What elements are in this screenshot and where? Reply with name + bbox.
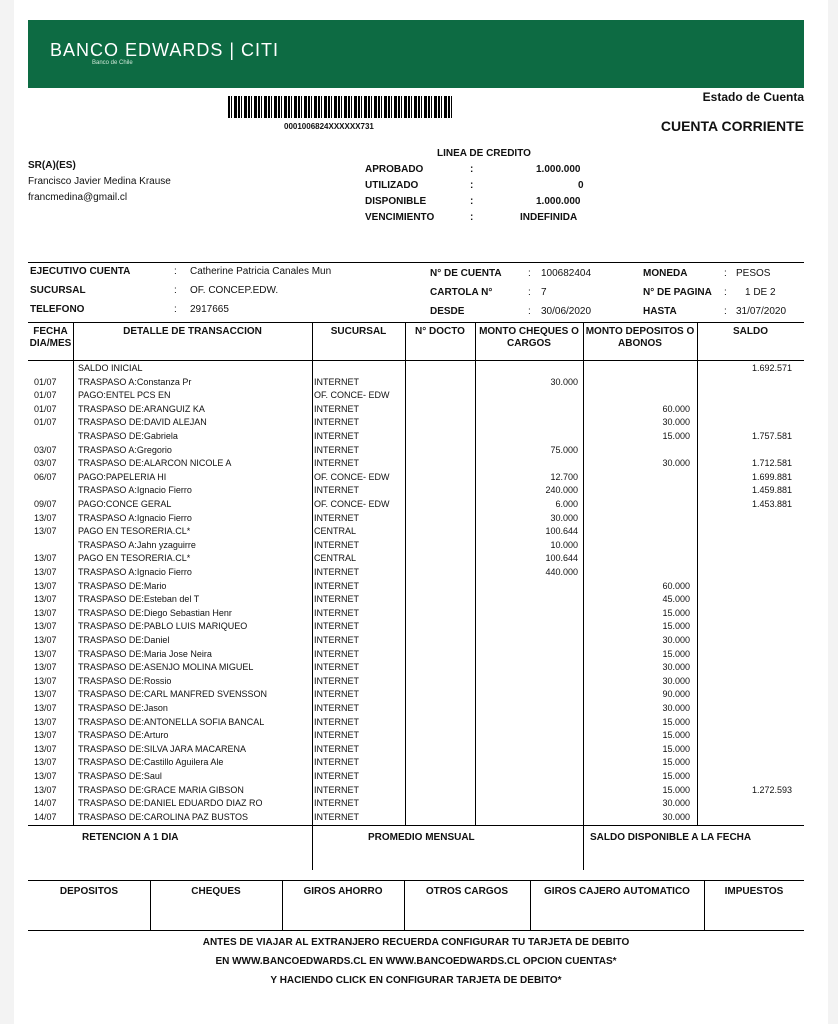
row-deposit: 15.000 [662, 716, 690, 727]
cartola-label: CARTOLA N° [430, 287, 493, 298]
row-detail: TRASPASO A:Gregorio [78, 444, 172, 455]
row-branch: INTERNET [314, 798, 359, 809]
row-date: 01/07 [34, 403, 57, 414]
row-date: 13/07 [34, 743, 57, 754]
table-row [28, 688, 804, 702]
row-branch: INTERNET [314, 485, 359, 496]
row-detail: TRASPASO DE:Esteban del T [78, 594, 200, 605]
table-row [28, 797, 804, 811]
table-row [28, 512, 804, 526]
row-date: 01/07 [34, 376, 57, 387]
table-row [28, 634, 804, 648]
row-charge: 75.000 [550, 444, 578, 455]
credit-expiry-value: INDEFINIDA [520, 212, 578, 223]
hasta-label: HASTA [643, 306, 677, 317]
row-branch: OF. CONCE- EDW [314, 390, 390, 401]
credit-available-label: DISPONIBLE [365, 196, 427, 207]
row-detail: TRASPASO DE:ARANGUIZ KA [78, 403, 205, 414]
account-number-value: 100682404 [541, 268, 592, 279]
summary-bottom-border [28, 930, 804, 931]
notice-line-2: EN WWW.BANCOEDWARDS.CL EN WWW.BANCOEDWARDS.CL OPCION CUENTAS* [215, 956, 617, 967]
row-date: 13/07 [34, 662, 57, 673]
phone-value: 2917665 [190, 304, 229, 315]
row-branch: INTERNET [314, 743, 359, 754]
table-row [28, 675, 804, 689]
row-date: 13/07 [34, 553, 57, 564]
table-row [28, 716, 804, 730]
row-detail: PAGO:PAPELERIA HI [78, 471, 167, 482]
row-charge: 6.000 [555, 499, 578, 509]
summary-cheques: CHEQUES [191, 886, 241, 897]
desde-value: 30/06/2020 [541, 306, 592, 317]
row-detail: PAGO EN TESORERIA.CL* [78, 553, 191, 564]
doc-type-title: Estado de Cuenta [702, 90, 804, 104]
row-branch: INTERNET [314, 784, 359, 795]
row-date: 13/07 [34, 757, 57, 768]
available-balance-label: SALDO DISPONIBLE A LA FECHA [590, 832, 752, 843]
row-deposit: 30.000 [662, 662, 690, 673]
row-balance: 1.699.881 [751, 471, 792, 482]
row-branch: INTERNET [314, 689, 359, 700]
table-row [28, 756, 804, 770]
credit-expiry-label: VENCIMIENTO [365, 212, 435, 223]
row-deposit: 90.000 [662, 689, 690, 700]
table-row [28, 811, 804, 825]
credit-used-value: 0 [578, 180, 584, 191]
table-row [28, 607, 804, 621]
row-detail: TRASPASO DE:SILVA JARA MACARENA [78, 743, 247, 754]
account-number-label: N° DE CUENTA [430, 268, 502, 279]
table-bottom-border [28, 825, 804, 826]
row-date: 13/07 [34, 784, 57, 795]
row-detail: TRASPASO DE:Maria Jose Neira [78, 648, 212, 659]
table-row [28, 552, 804, 566]
col-header-date: FECHA DIA/MES [29, 326, 72, 349]
executive-value: Catherine Patricia Canales Mun [190, 266, 332, 277]
summary-taxes: IMPUESTOS [724, 886, 784, 897]
row-deposit: 30.000 [662, 417, 690, 428]
row-branch: INTERNET [314, 539, 359, 550]
row-detail: TRASPASO DE:Diego Sebastian Henr [78, 607, 232, 618]
table-row [28, 457, 804, 471]
row-charge: 10.000 [550, 539, 578, 550]
row-branch: OF. CONCE- EDW [314, 471, 390, 482]
row-detail: TRASPASO DE:Rossio [78, 675, 172, 686]
summary-atm-withdrawals: GIROS CAJERO AUTOMATICO [544, 886, 690, 897]
row-detail: SALDO INICIAL [78, 363, 143, 373]
row-branch: CENTRAL [314, 526, 357, 537]
table-top-border [28, 322, 804, 323]
table-row [28, 444, 804, 458]
colon: : [174, 266, 177, 277]
colon: : [174, 285, 177, 296]
client-name: Francisco Javier Medina Krause [28, 176, 171, 187]
executive-label: EJECUTIVO CUENTA [30, 266, 131, 277]
row-detail: TRASPASO DE:CAROLINA PAZ BUSTOS [78, 811, 249, 822]
col-header-detail: DETALLE DE TRANSACCION [123, 326, 262, 337]
row-branch: INTERNET [314, 716, 359, 727]
row-charge: 30.000 [550, 376, 578, 387]
average-label: PROMEDIO MENSUAL [368, 832, 475, 843]
row-detail: TRASPASO A:Ignacio Fierro [78, 567, 192, 577]
row-branch: INTERNET [314, 811, 359, 822]
cartola-value: 7 [541, 287, 547, 298]
colon: : [724, 306, 727, 317]
table-row [28, 784, 804, 798]
colon: : [470, 212, 474, 223]
table-header-border [28, 360, 804, 361]
row-deposit: 15.000 [662, 784, 690, 795]
row-deposit: 30.000 [662, 635, 690, 645]
salutation: SR(A)(ES) [28, 160, 76, 171]
row-date: 13/07 [34, 635, 57, 645]
desde-label: DESDE [430, 306, 465, 317]
table-row [28, 403, 804, 417]
row-deposit: 15.000 [662, 648, 690, 659]
row-branch: INTERNET [314, 512, 359, 523]
row-date: 13/07 [34, 689, 57, 700]
table-row [28, 471, 804, 485]
row-branch: INTERNET [314, 635, 359, 645]
col-header-balance: SALDO [733, 326, 768, 337]
summary-top-border [28, 880, 804, 881]
row-date: 13/07 [34, 675, 57, 686]
row-balance: 1.692.571 [751, 363, 792, 373]
row-date: 13/07 [34, 621, 57, 632]
retention-label: RETENCION A 1 DIA [82, 832, 179, 843]
credit-available-value: 1.000.000 [536, 196, 581, 207]
page-value: 1 DE 2 [745, 287, 776, 298]
col-header-charges: MONTO CHEQUES O CARGOS [479, 326, 579, 349]
colon: : [174, 304, 177, 315]
row-date: 13/07 [34, 716, 57, 727]
row-branch: OF. CONCE- EDW [314, 499, 390, 509]
row-detail: TRASPASO A:Constanza Pr [78, 376, 192, 387]
currency-value: PESOS [736, 268, 771, 279]
row-detail: TRASPASO A:Ignacio Fierro [78, 485, 192, 496]
row-branch: INTERNET [314, 403, 359, 414]
row-charge: 30.000 [550, 512, 578, 523]
row-branch: INTERNET [314, 458, 359, 469]
row-charge: 440.000 [545, 567, 578, 577]
table-row [28, 702, 804, 716]
row-balance: 1.272.593 [751, 784, 792, 795]
table-row [28, 525, 804, 539]
row-branch: INTERNET [314, 771, 359, 781]
summary-other-charges: OTROS CARGOS [425, 886, 509, 897]
credit-line-title: LINEA DE CREDITO [437, 148, 531, 159]
table-row [28, 376, 804, 390]
row-deposit: 30.000 [662, 675, 690, 686]
page-label: N° DE PAGINA [643, 287, 712, 298]
table-row [28, 539, 804, 553]
row-detail: TRASPASO DE:ALARCON NICOLE A [78, 458, 232, 469]
row-deposit: 15.000 [662, 730, 690, 741]
credit-approved-label: APROBADO [365, 164, 424, 175]
table-row [28, 566, 804, 580]
table-row [28, 484, 804, 498]
bank-logo: BANCO EDWARDS | CITI [50, 40, 280, 60]
row-date: 13/07 [34, 771, 57, 781]
row-branch: INTERNET [314, 730, 359, 741]
row-deposit: 15.000 [662, 757, 690, 768]
row-detail: PAGO EN TESORERIA.CL* [78, 526, 191, 537]
table-row [28, 593, 804, 607]
row-detail: TRASPASO DE:DAVID ALEJAN [78, 417, 207, 428]
col-header-branch: SUCURSAL [330, 326, 387, 337]
row-deposit: 30.000 [662, 811, 690, 822]
row-deposit: 45.000 [662, 594, 690, 605]
row-branch: INTERNET [314, 376, 359, 387]
col-header-deposits: MONTO DEPOSITOS O ABONOS [585, 326, 695, 349]
account-type-title: CUENTA CORRIENTE [660, 118, 804, 134]
row-detail: TRASPASO DE:Arturo [78, 730, 169, 741]
row-balance: 1.757.581 [751, 431, 792, 441]
row-branch: INTERNET [314, 607, 359, 618]
table-row [28, 770, 804, 784]
hasta-value: 31/07/2020 [736, 306, 787, 317]
barcode-number: 0001006824XXXXXX731 [284, 122, 374, 131]
row-deposit: 30.000 [662, 458, 690, 469]
row-detail: TRASPASO A:Ignacio Fierro [78, 512, 192, 523]
row-branch: INTERNET [314, 417, 359, 428]
row-date: 13/07 [34, 594, 57, 605]
summary-deposits: DEPOSITOS [59, 886, 119, 897]
row-detail: TRASPASO DE:CARL MANFRED SVENSSON [78, 689, 268, 700]
row-balance: 1.453.881 [751, 499, 792, 509]
row-branch: INTERNET [314, 662, 359, 673]
row-date: 03/07 [34, 458, 57, 469]
row-branch: CENTRAL [314, 553, 357, 564]
notice-line-3: Y HACIENDO CLICK EN CONFIGURAR TARJETA DE DEBITO* [270, 975, 562, 986]
table-row [28, 416, 804, 430]
row-deposit: 15.000 [662, 771, 690, 781]
row-detail: TRASPASO DE:Jason [78, 703, 168, 713]
row-charge: 100.644 [545, 553, 578, 564]
bank-logo-subtitle: Banco de Chile [92, 60, 133, 66]
credit-approved-value: 1.000.000 [536, 164, 581, 175]
row-date: 01/07 [34, 390, 57, 401]
colon: : [470, 196, 474, 207]
row-detail: TRASPASO DE:GRACE MARIA GIBSON [78, 784, 244, 795]
row-branch: INTERNET [314, 757, 359, 768]
row-branch: INTERNET [314, 567, 359, 577]
row-date: 06/07 [34, 471, 57, 482]
row-date: 13/07 [34, 607, 57, 618]
row-detail: TRASPASO DE:Saul [78, 771, 162, 781]
row-charge: 12.700 [550, 471, 578, 482]
row-balance: 1.712.581 [751, 458, 792, 469]
row-detail: TRASPASO DE:ANTONELLA SOFIA BANCAL [78, 716, 265, 727]
row-detail: TRASPASO A:Jahn yzaguirre [78, 539, 196, 550]
row-branch: INTERNET [314, 444, 359, 455]
row-deposit: 15.000 [662, 743, 690, 754]
col-header-docto: N° DOCTO [415, 326, 465, 337]
colon: : [470, 180, 474, 191]
row-detail: TRASPASO DE:PABLO LUIS MARIQUEO [78, 621, 248, 632]
row-detail: TRASPASO DE:Gabriela [78, 431, 178, 441]
row-deposit: 30.000 [662, 703, 690, 713]
row-date: 14/07 [34, 811, 57, 822]
table-row [28, 580, 804, 594]
summary-savings-withdrawals: GIROS AHORRO [303, 886, 383, 897]
row-date: 13/07 [34, 730, 57, 741]
row-detail: TRASPASO DE:ASENJO MOLINA MIGUEL [78, 662, 254, 673]
row-date: 13/07 [34, 512, 57, 523]
row-date: 14/07 [34, 798, 57, 809]
table-row [28, 362, 804, 376]
row-charge: 240.000 [545, 485, 578, 496]
row-detail: TRASPASO DE:Mario [78, 580, 167, 591]
row-detail: PAGO:CONCE GERAL [78, 499, 172, 509]
row-detail: TRASPASO DE:Castillo Aguilera Ale [78, 757, 224, 768]
row-deposit: 15.000 [662, 621, 690, 632]
row-deposit: 15.000 [662, 607, 690, 618]
table-row [28, 430, 804, 444]
currency-label: MONEDA [643, 268, 688, 279]
notice-line-1: ANTES DE VIAJAR AL EXTRANJERO RECUERDA CONFIGURAR TU TARJETA DE DEBITO [202, 937, 630, 948]
row-date: 09/07 [34, 499, 57, 509]
row-branch: INTERNET [314, 594, 359, 605]
barcode [228, 96, 453, 118]
colon: : [528, 287, 531, 298]
divider [28, 262, 804, 263]
row-branch: INTERNET [314, 431, 359, 441]
client-email: francmedina@gmail.cl [28, 192, 128, 203]
row-branch: INTERNET [314, 621, 359, 632]
row-branch: INTERNET [314, 648, 359, 659]
row-deposit: 60.000 [662, 403, 690, 414]
table-row [28, 498, 804, 512]
row-detail: TRASPASO DE:DANIEL EDUARDO DIAZ RO [78, 798, 263, 809]
row-date: 13/07 [34, 648, 57, 659]
row-date: 13/07 [34, 580, 57, 591]
row-branch: INTERNET [314, 675, 359, 686]
table-row [28, 743, 804, 757]
row-detail: TRASPASO DE:Daniel [78, 635, 170, 645]
table-row [28, 648, 804, 662]
row-branch: INTERNET [314, 703, 359, 713]
colon: : [470, 164, 474, 175]
row-detail: PAGO:ENTEL PCS EN [78, 390, 171, 401]
row-date: 13/07 [34, 703, 57, 713]
table-row [28, 729, 804, 743]
colon: : [724, 287, 727, 298]
colon: : [528, 306, 531, 317]
branch-value: OF. CONCEP.EDW. [190, 285, 279, 296]
row-deposit: 15.000 [662, 431, 690, 441]
row-branch: INTERNET [314, 580, 359, 591]
colon: : [528, 268, 531, 279]
row-charge: 100.644 [545, 526, 578, 537]
row-balance: 1.459.881 [751, 485, 792, 496]
row-date: 13/07 [34, 567, 57, 577]
row-date: 03/07 [34, 444, 57, 455]
table-row [28, 389, 804, 403]
table-row [28, 620, 804, 634]
row-date: 01/07 [34, 417, 57, 428]
phone-label: TELEFONO [30, 304, 85, 315]
row-deposit: 30.000 [662, 798, 690, 809]
row-date: 13/07 [34, 526, 57, 537]
table-row [28, 661, 804, 675]
branch-label: SUCURSAL [30, 285, 86, 296]
row-deposit: 60.000 [662, 580, 690, 591]
credit-used-label: UTILIZADO [365, 180, 419, 191]
colon: : [724, 268, 727, 279]
